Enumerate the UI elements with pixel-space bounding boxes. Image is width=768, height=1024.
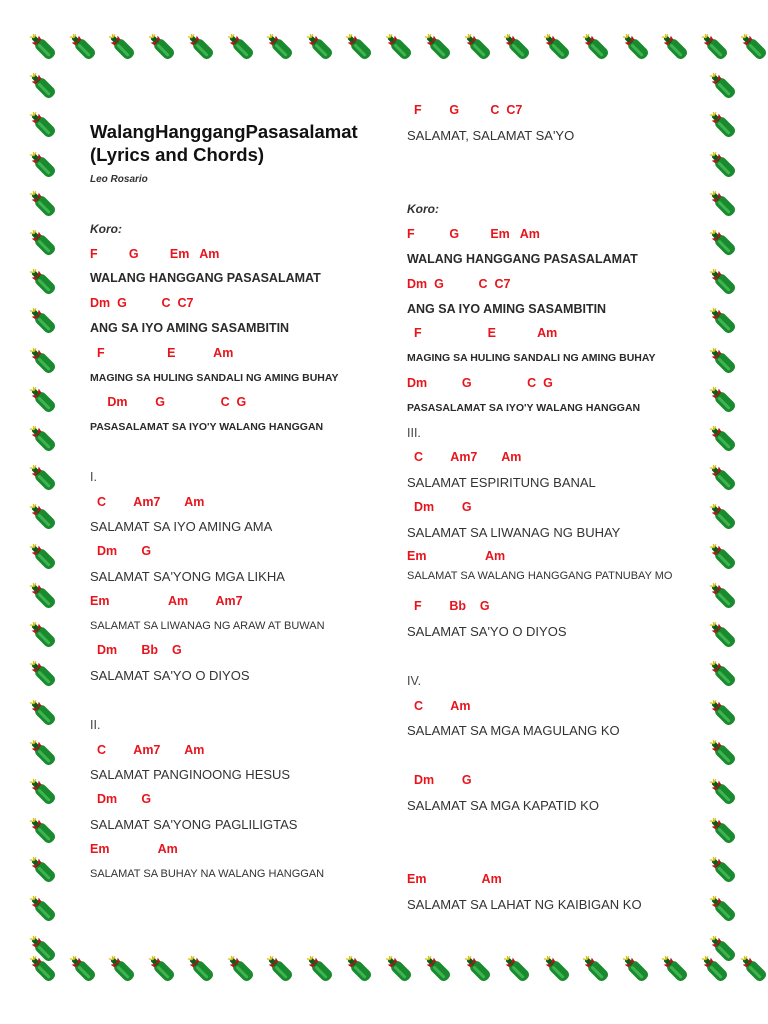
green-bottle-with-red-bow-icon xyxy=(145,30,179,64)
green-bottle-with-red-bow-icon xyxy=(26,461,60,495)
green-bottle-with-red-bow-icon xyxy=(26,383,60,417)
green-bottle-with-red-bow-icon xyxy=(26,657,60,691)
chord-line: F E Am xyxy=(90,346,234,360)
green-bottle-with-red-bow-icon xyxy=(706,383,740,417)
green-bottle-with-red-bow-icon xyxy=(184,952,218,986)
lyric-line: SALAMAT SA MGA MAGULANG KO xyxy=(407,723,620,738)
green-bottle-with-red-bow-icon xyxy=(706,148,740,182)
lyric-line: SALAMAT ESPIRITUNG BANAL xyxy=(407,475,596,490)
green-bottle-with-red-bow-icon xyxy=(26,30,60,64)
lyric-line: SALAMAT PANGINOONG HESUS xyxy=(90,767,291,782)
chord-line: Dm G C G xyxy=(407,376,553,390)
green-bottle-with-red-bow-icon xyxy=(540,30,574,64)
chord-line: Em Am xyxy=(90,842,178,856)
chord-line: F G C C7 xyxy=(407,103,523,117)
lyric-line: SALAMAT SA WALANG HANGGANG PATNUBAY MO xyxy=(407,570,673,582)
green-bottle-with-red-bow-icon xyxy=(105,30,139,64)
lyric-line: ANG SA IYO AMING SASAMBITIN xyxy=(90,321,290,335)
lyric-line: MAGING SA HULING SANDALI NG AMING BUHAY xyxy=(407,352,656,364)
green-bottle-with-red-bow-icon xyxy=(224,30,258,64)
green-bottle-with-red-bow-icon xyxy=(26,736,60,770)
green-bottle-with-red-bow-icon xyxy=(706,304,740,338)
koro-label: Koro: xyxy=(407,202,439,216)
chord-line: Em Am xyxy=(407,872,502,886)
chord-line: F G Em Am xyxy=(90,247,220,261)
chord-line: Dm G C C7 xyxy=(90,296,194,310)
lyric-line: SALAMAT SA'YONG PAGLILIGTAS xyxy=(90,817,298,832)
green-bottle-with-red-bow-icon xyxy=(737,30,768,64)
green-bottle-with-red-bow-icon xyxy=(706,500,740,534)
green-bottle-with-red-bow-icon xyxy=(342,30,376,64)
green-bottle-with-red-bow-icon xyxy=(706,853,740,887)
green-bottle-with-red-bow-icon xyxy=(303,30,337,64)
chord-line: F G Em Am xyxy=(407,227,540,241)
green-bottle-with-red-bow-icon xyxy=(26,853,60,887)
green-bottle-with-red-bow-icon xyxy=(184,30,218,64)
page-title: WalangHanggangPasasalamat xyxy=(90,121,358,142)
green-bottle-with-red-bow-icon xyxy=(26,69,60,103)
green-bottle-with-red-bow-icon xyxy=(105,952,139,986)
lyric-line: PASASALAMAT SA IYO'Y WALANG HANGGAN xyxy=(407,402,641,414)
lyric-line: SALAMAT SA MGA KAPATID KO xyxy=(407,798,599,813)
chord-line: F Bb G xyxy=(407,599,490,613)
green-bottle-with-red-bow-icon xyxy=(26,108,60,142)
green-bottle-with-red-bow-icon xyxy=(706,187,740,221)
green-bottle-with-red-bow-icon xyxy=(26,540,60,574)
green-bottle-with-red-bow-icon xyxy=(706,108,740,142)
green-bottle-with-red-bow-icon xyxy=(658,30,692,64)
chord-line: Em Am Am7 xyxy=(90,594,243,608)
green-bottle-with-red-bow-icon xyxy=(26,579,60,613)
green-bottle-with-red-bow-icon xyxy=(619,30,653,64)
section-label: IV. xyxy=(407,674,422,688)
green-bottle-with-red-bow-icon xyxy=(26,187,60,221)
chord-line: Dm G xyxy=(90,792,152,806)
chord-line: Dm G xyxy=(407,500,472,514)
green-bottle-with-red-bow-icon xyxy=(26,304,60,338)
green-bottle-with-red-bow-icon xyxy=(540,952,574,986)
chord-line: C Am7 Am xyxy=(407,450,522,464)
section-label: I. xyxy=(90,470,97,484)
green-bottle-with-red-bow-icon xyxy=(66,30,100,64)
chord-line: Em Am xyxy=(407,549,506,563)
green-bottle-with-red-bow-icon xyxy=(26,892,60,926)
green-bottle-with-red-bow-icon xyxy=(706,69,740,103)
green-bottle-with-red-bow-icon xyxy=(706,344,740,378)
green-bottle-with-red-bow-icon xyxy=(26,932,60,966)
green-bottle-with-red-bow-icon xyxy=(421,30,455,64)
lyric-line: MAGING SA HULING SANDALI NG AMING BUHAY xyxy=(90,372,339,384)
green-bottle-with-red-bow-icon xyxy=(706,736,740,770)
green-bottle-with-red-bow-icon xyxy=(579,952,613,986)
chord-line: Dm G C C7 xyxy=(407,277,511,291)
green-bottle-with-red-bow-icon xyxy=(342,952,376,986)
lyric-line: ANG SA IYO AMING SASAMBITIN xyxy=(407,302,607,316)
green-bottle-with-red-bow-icon xyxy=(26,618,60,652)
lyric-line: SALAMAT SA BUHAY NA WALANG HANGGAN xyxy=(90,868,325,880)
green-bottle-with-red-bow-icon xyxy=(461,30,495,64)
chord-line: Dm Bb G xyxy=(90,643,182,657)
green-bottle-with-red-bow-icon xyxy=(26,500,60,534)
green-bottle-with-red-bow-icon xyxy=(500,30,534,64)
green-bottle-with-red-bow-icon xyxy=(706,265,740,299)
green-bottle-with-red-bow-icon xyxy=(263,952,297,986)
koro-label: Koro: xyxy=(90,222,122,236)
page-subtitle: (Lyrics and Chords) xyxy=(90,144,265,165)
section-label: II. xyxy=(90,718,101,732)
green-bottle-with-red-bow-icon xyxy=(461,952,495,986)
green-bottle-with-red-bow-icon xyxy=(26,696,60,730)
green-bottle-with-red-bow-icon xyxy=(706,226,740,260)
lyric-line: SALAMAT, SALAMAT SA'YO xyxy=(407,128,575,143)
green-bottle-with-red-bow-icon xyxy=(66,952,100,986)
green-bottle-with-red-bow-icon xyxy=(698,30,732,64)
green-bottle-with-red-bow-icon xyxy=(382,30,416,64)
green-bottle-with-red-bow-icon xyxy=(421,952,455,986)
green-bottle-with-red-bow-icon xyxy=(579,30,613,64)
green-bottle-with-red-bow-icon xyxy=(706,775,740,809)
lyric-line: SALAMAT SA'YO O DIYOS xyxy=(90,668,250,683)
chord-line: F E Am xyxy=(407,326,558,340)
green-bottle-with-red-bow-icon xyxy=(26,775,60,809)
lyric-line: SALAMAT SA IYO AMING AMA xyxy=(90,519,273,534)
green-bottle-with-red-bow-icon xyxy=(706,422,740,456)
green-bottle-with-red-bow-icon xyxy=(706,696,740,730)
lyric-line: PASASALAMAT SA IYO'Y WALANG HANGGAN xyxy=(90,421,324,433)
green-bottle-with-red-bow-icon xyxy=(26,814,60,848)
green-bottle-with-red-bow-icon xyxy=(263,30,297,64)
chord-line: Dm G xyxy=(90,544,152,558)
lyric-line: SALAMAT SA LAHAT NG KAIBIGAN KO xyxy=(407,897,642,912)
green-bottle-with-red-bow-icon xyxy=(658,952,692,986)
lyric-line: SALAMAT SA LIWANAG NG BUHAY xyxy=(407,525,621,540)
green-bottle-with-red-bow-icon xyxy=(706,932,740,966)
chord-line: Dm G C G xyxy=(90,395,247,409)
green-bottle-with-red-bow-icon xyxy=(619,952,653,986)
lyric-line: WALANG HANGGANG PASASALAMAT xyxy=(407,252,638,266)
author-name: Leo Rosario xyxy=(90,174,148,185)
green-bottle-with-red-bow-icon xyxy=(303,952,337,986)
green-bottle-with-red-bow-icon xyxy=(26,422,60,456)
chord-line: C Am7 Am xyxy=(90,495,205,509)
green-bottle-with-red-bow-icon xyxy=(26,226,60,260)
green-bottle-with-red-bow-icon xyxy=(706,461,740,495)
green-bottle-with-red-bow-icon xyxy=(706,579,740,613)
green-bottle-with-red-bow-icon xyxy=(706,892,740,926)
lyric-line: SALAMAT SA'YO O DIYOS xyxy=(407,624,567,639)
lyric-line: WALANG HANGGANG PASASALAMAT xyxy=(90,271,321,285)
green-bottle-with-red-bow-icon xyxy=(26,265,60,299)
green-bottle-with-red-bow-icon xyxy=(706,618,740,652)
green-bottle-with-red-bow-icon xyxy=(145,952,179,986)
green-bottle-with-red-bow-icon xyxy=(706,657,740,691)
lyric-line: SALAMAT SA'YONG MGA LIKHA xyxy=(90,569,285,584)
green-bottle-with-red-bow-icon xyxy=(706,540,740,574)
green-bottle-with-red-bow-icon xyxy=(500,952,534,986)
green-bottle-with-red-bow-icon xyxy=(26,344,60,378)
section-label: III. xyxy=(407,426,421,440)
green-bottle-with-red-bow-icon xyxy=(224,952,258,986)
chord-line: C Am7 Am xyxy=(90,743,205,757)
chord-line: Dm G xyxy=(407,773,472,787)
green-bottle-with-red-bow-icon xyxy=(26,148,60,182)
green-bottle-with-red-bow-icon xyxy=(706,814,740,848)
chord-line: C Am xyxy=(407,699,471,713)
lyric-line: SALAMAT SA LIWANAG NG ARAW AT BUWAN xyxy=(90,620,325,632)
green-bottle-with-red-bow-icon xyxy=(737,952,768,986)
green-bottle-with-red-bow-icon xyxy=(382,952,416,986)
